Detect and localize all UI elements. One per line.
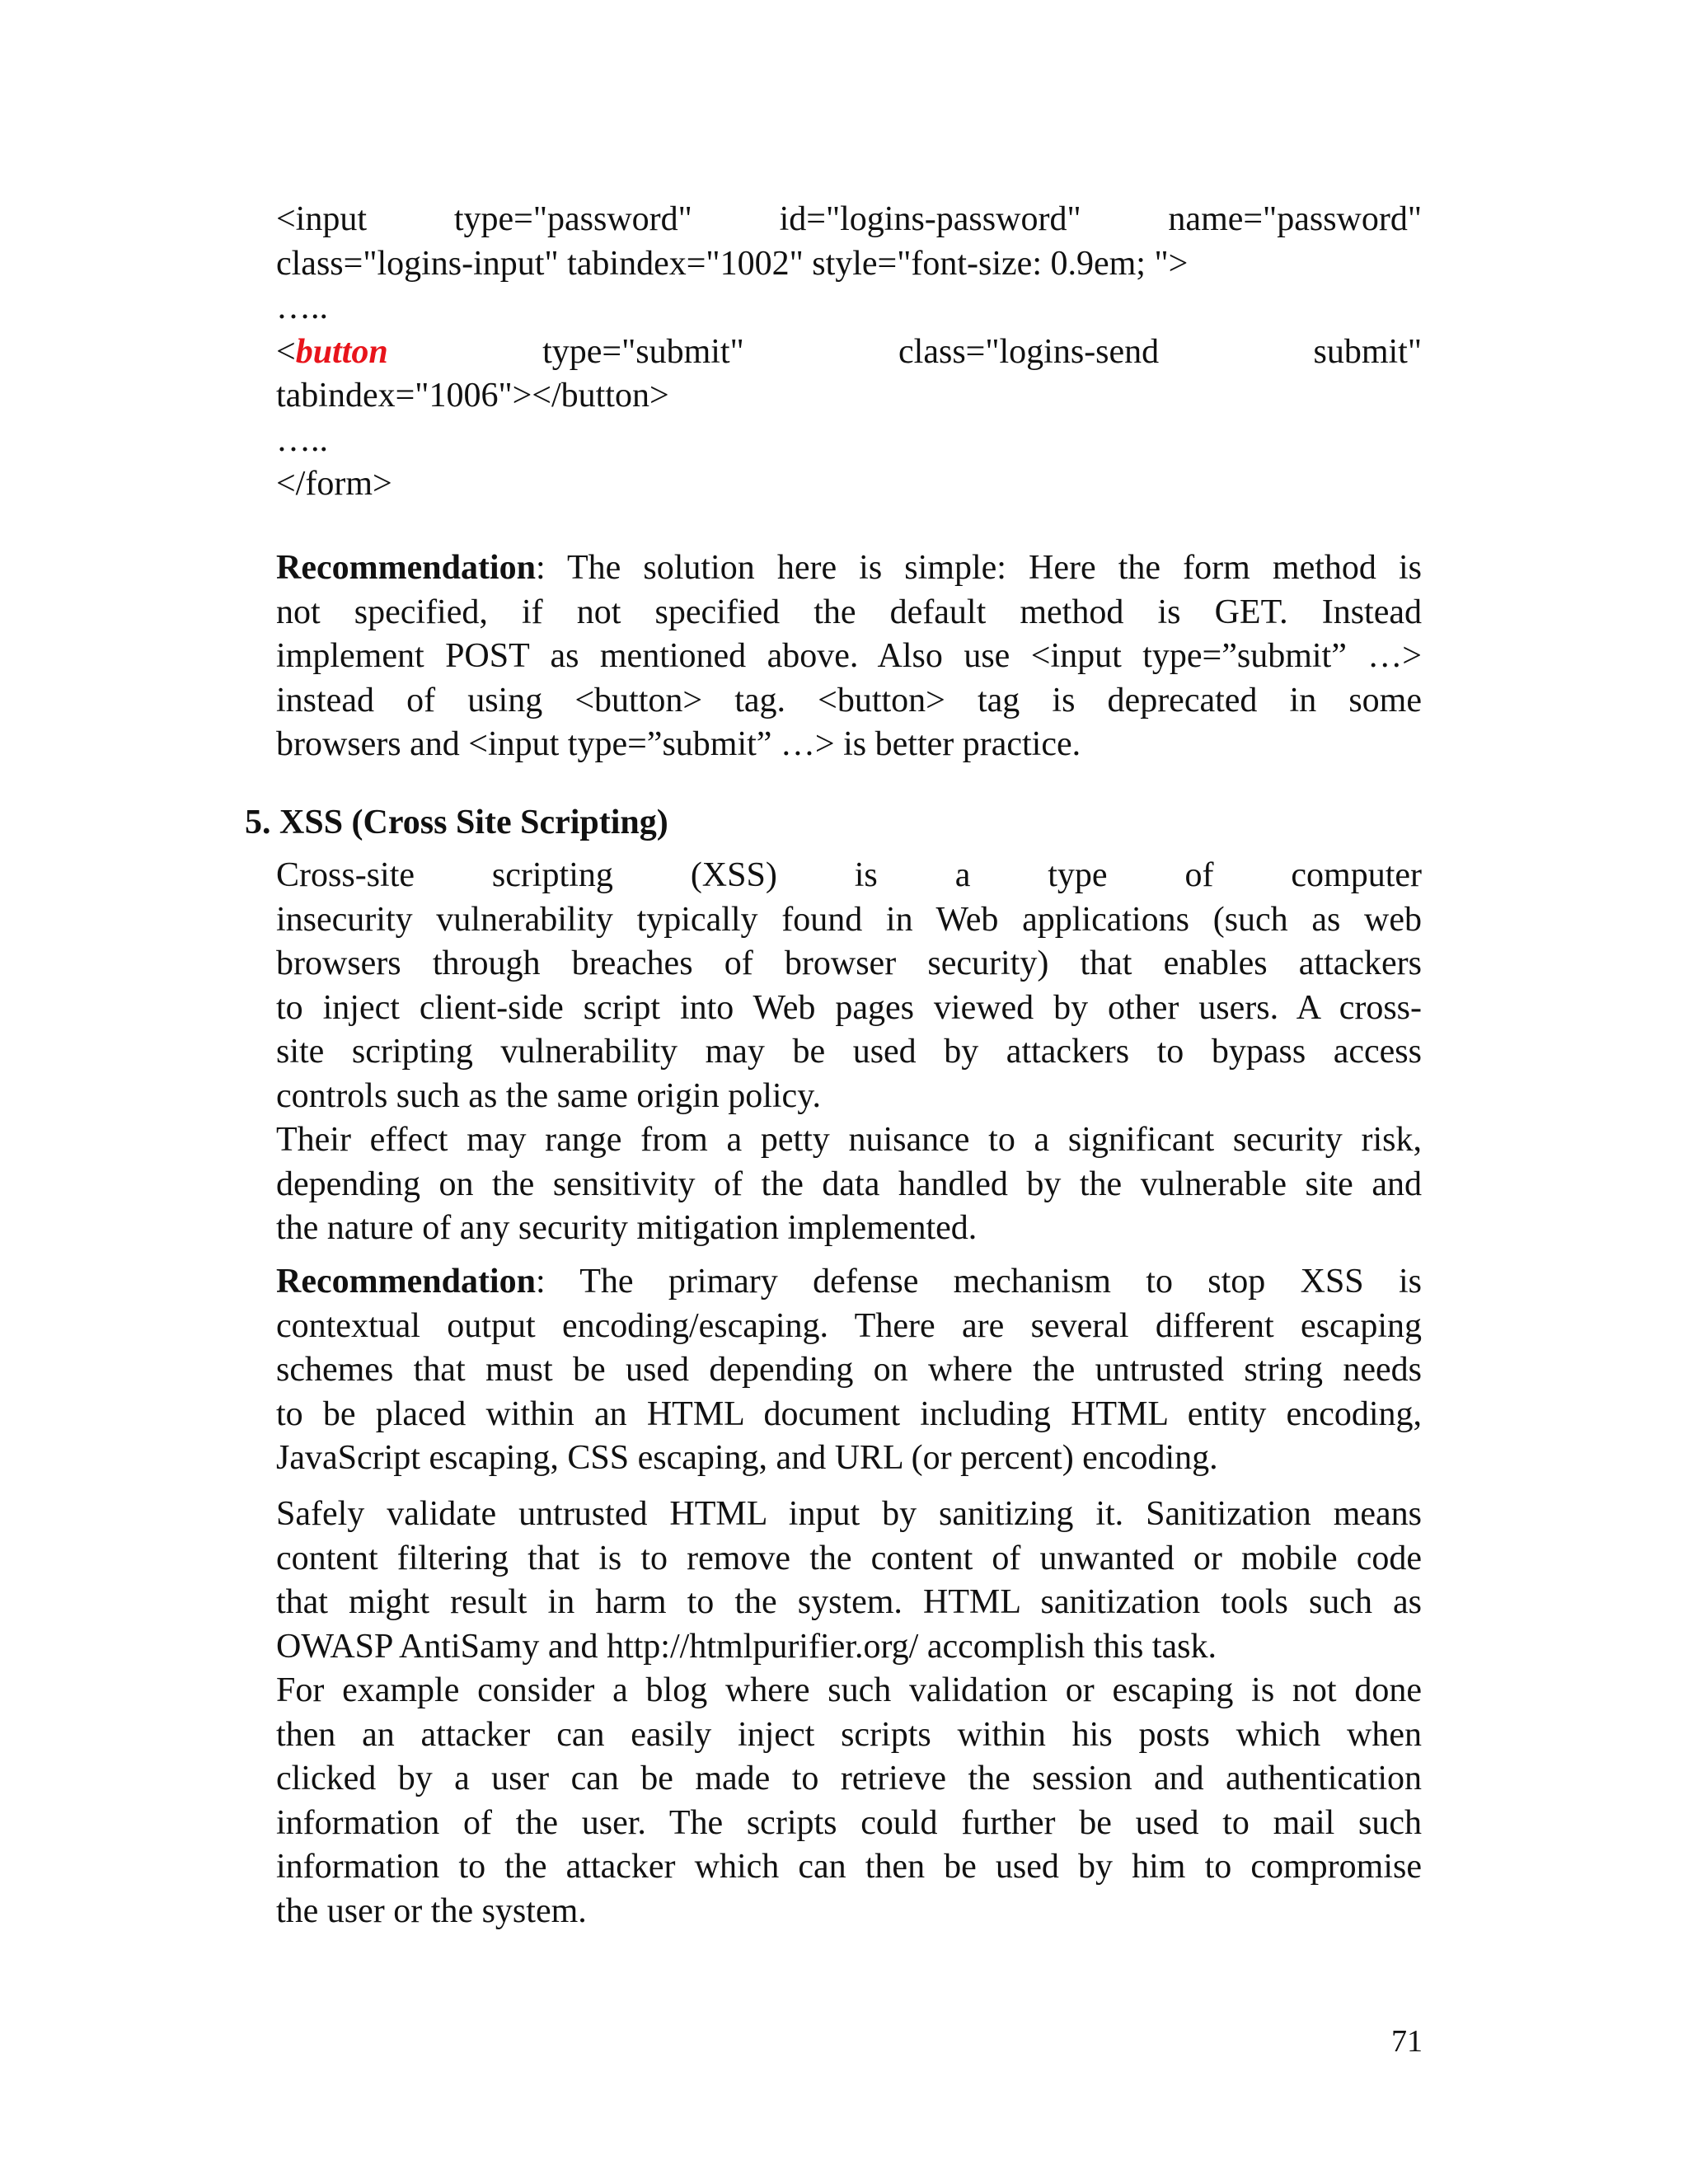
recommendation-label: Recommendation <box>276 549 536 587</box>
paragraph-line: schemes that must be used depending on where the untrusted string needs <box>276 1351 1422 1389</box>
paragraph-line: browsers through breaches of browser security) that enables attackers <box>276 944 1422 982</box>
xss-effect-paragraph <box>276 1118 1422 1251</box>
paragraph-line: Recommendation: The primary defense mechanism to stop XSS is <box>276 1263 1422 1301</box>
paragraph-line: that might result in harm to the system. HTML sanitization tools such as <box>276 1583 1422 1621</box>
paragraph-line: then an attacker can easily inject scripts within his posts which when <box>276 1715 1422 1754</box>
code-line-input-attrs: class="logins-input" tabindex="1002" style="font-size: 0.9em; "> <box>276 244 1189 283</box>
xss-intro-paragraph <box>276 854 1422 1118</box>
paragraph-line: information to the attacker which can then be used by him to compromise <box>276 1848 1422 1886</box>
paragraph-line: Cross-site scripting (XSS) is a type of computer <box>276 856 1422 894</box>
paragraph-line: not specified, if not specified the default method is GET. Instead <box>276 593 1422 631</box>
paragraph-line: JavaScript escaping, CSS escaping, and URL (or percent) encoding. <box>276 1439 1218 1477</box>
code-lt: < <box>276 332 296 371</box>
paragraph-line: Recommendation: The solution here is simple: Here the form method is <box>276 549 1422 587</box>
paragraph-line: the user or the system. <box>276 1891 587 1930</box>
code-line-button <box>276 330 1422 375</box>
page-number: 71 <box>1391 2024 1423 2059</box>
paragraph-line: site scripting vulnerability may be used by attackers to bypass access <box>276 1033 1422 1071</box>
section-heading-xss: 5. XSS (Cross Site Scripting) <box>245 804 668 841</box>
paragraph-line: the nature of any security mitigation implemented. <box>276 1209 978 1247</box>
xss-example-paragraph <box>276 1669 1422 1933</box>
code-button-attrs: type="submit" class="logins-send submit" <box>387 332 1422 371</box>
paragraph-line: depending on the sensitivity of the data handled by the vulnerable site and <box>276 1165 1422 1203</box>
xss-sanitization-paragraph <box>276 1493 1422 1669</box>
paragraph-line: contextual output encoding/escaping. There are several different escaping <box>276 1306 1422 1345</box>
code-ellipsis: ….. <box>276 420 328 459</box>
recommendation-paragraph-form <box>276 546 1422 767</box>
code-line-input: <input type="password" id="logins-password" name="password" <box>276 200 1422 238</box>
code-line-tabindex: tabindex="1006"></button> <box>276 377 669 415</box>
paragraph-line: instead of using <button> tag. <button> tag is deprecated in some <box>276 681 1422 719</box>
paragraph-line: to inject client-side script into Web pages viewed by other users. A cross- <box>276 988 1422 1027</box>
code-keyword-button: button <box>295 332 388 371</box>
recommendation-label: Recommendation <box>276 1263 536 1301</box>
code-snippet <box>276 198 1422 507</box>
paragraph-line: Safely validate untrusted HTML input by sanitizing it. Sanitization means <box>276 1495 1422 1533</box>
paragraph-line: clicked by a user can be made to retrieve the session and authentication <box>276 1760 1422 1797</box>
paragraph-line: controls such as the same origin policy. <box>276 1076 821 1115</box>
code-ellipsis: ….. <box>276 288 328 326</box>
paragraph-line: OWASP AntiSamy and http://htmlpurifier.org/ accomplish this task. <box>276 1627 1217 1666</box>
xss-recommendation-paragraph <box>276 1260 1422 1481</box>
paragraph-line: information of the user. The scripts could further be used to mail such <box>276 1803 1422 1842</box>
paragraph-line: Their effect may range from a petty nuisance to a significant security risk, <box>276 1121 1422 1159</box>
paragraph-line: to be placed within an HTML document including HTML entity encoding, <box>276 1394 1422 1433</box>
paragraph-line: insecurity vulnerability typically found in Web applications (such as web <box>276 900 1422 939</box>
paragraph-line: implement POST as mentioned above. Also use <input type=”submit” …> <box>276 637 1422 675</box>
paragraph-line: content filtering that is to remove the content of unwanted or mobile code <box>276 1539 1422 1577</box>
code-line-form-close: </form> <box>276 465 392 503</box>
paragraph-line: For example consider a blog where such validation or escaping is not done <box>276 1671 1422 1709</box>
paragraph-line: browsers and <input type=”submit” …> is better practice. <box>276 725 1081 763</box>
